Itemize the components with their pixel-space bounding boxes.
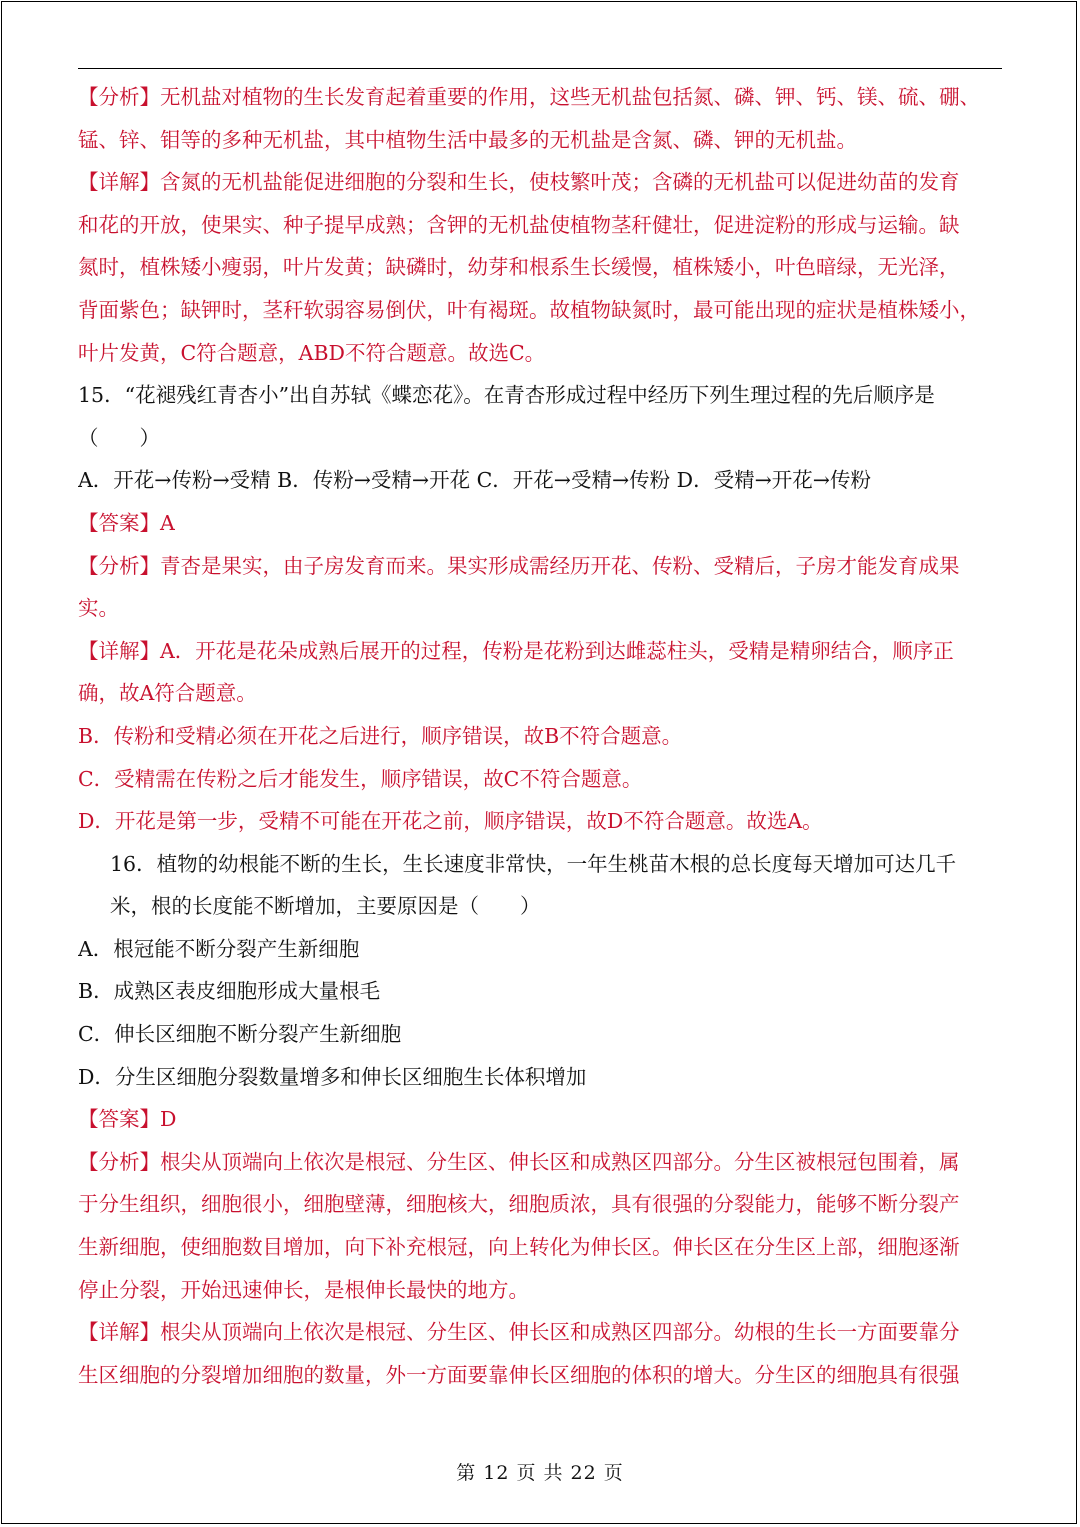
text-line: 【答案】A	[78, 510, 175, 535]
text-line: 背面紫色；缺钾时，茎秆软弱容易倒伏，叶有褐斑。故植物缺氮时，最可能出现的症状是植株矮小，	[78, 297, 980, 322]
text-line: 生新细胞，使细胞数目增加，向下补充根冠，向上转化为伸长区。伸长区在分生区上部，细胞逐渐	[78, 1235, 960, 1260]
text-line: B．传粉和受精必须在开花之后进行，顺序错误，故B不符合题意。	[78, 723, 683, 748]
header-rule	[78, 68, 1002, 69]
text-line: D．分生区细胞分裂数量增多和伸长区细胞生长体积增加	[78, 1064, 587, 1089]
text-line: 叶片发黄，C符合题意，ABD不符合题意。故选C。	[78, 340, 546, 365]
text-line: 米，根的长度能不断增加，主要原因是（ ）	[110, 894, 541, 919]
text-line: 停止分裂，开始迅速伸长，是根伸长最快的地方。	[78, 1277, 529, 1302]
text-line: 【答案】D	[78, 1107, 177, 1132]
text-line: 确，故A符合题意。	[78, 681, 257, 706]
page-number: 第 12 页 共 22 页	[456, 1462, 624, 1484]
text-line: 【分析】根尖从顶端向上依次是根冠、分生区、伸长区和成熟区四部分。分生区被根冠包围着，属	[78, 1149, 960, 1174]
text-line: 于分生组织，细胞很小，细胞壁薄，细胞核大，细胞质浓，具有很强的分裂能力，能够不断分裂产	[78, 1192, 960, 1217]
text-line: 生区细胞的分裂增加细胞的数量，外一方面要靠伸长区细胞的体积的增大。分生区的细胞具有很强	[78, 1362, 960, 1387]
text-line: 【分析】无机盐对植物的生长发育起着重要的作用，这些无机盐包括氮、磷、钾、钙、镁、硫、硼、	[78, 85, 980, 109]
text-line: B．成熟区表皮细胞形成大量根毛	[78, 979, 381, 1004]
text-line: 【分析】青杏是果实，由子房发育而来。果实形成需经历开花、传粉、受精后，子房才能发育成果	[78, 553, 960, 578]
text-line: A．开花→传粉→受精 B．传粉→受精→开花 C．开花→受精→传粉 D．受精→开花→传粉	[78, 468, 871, 493]
text-line: D．开花是第一步，受精不可能在开花之前，顺序错误，故D不符合题意。故选A。	[78, 809, 823, 834]
text-line: A．根冠能不断分裂产生新细胞	[78, 936, 360, 961]
text-line: 【详解】根尖从顶端向上依次是根冠、分生区、伸长区和成熟区四部分。幼根的生长一方面要靠分	[78, 1320, 960, 1345]
text-line: 【详解】含氮的无机盐能促进细胞的分裂和生长，使枝繁叶茂；含磷的无机盐可以促进幼苗的发育	[78, 170, 960, 195]
text-line: 【详解】A．开花是花朵成熟后展开的过程，传粉是花粉到达雌蕊柱头，受精是精卵结合，顺序正	[78, 638, 954, 663]
text-line: C．受精需在传粉之后才能发生，顺序错误，故C不符合题意。	[78, 766, 643, 791]
text-line: 锰、锌、钼等的多种无机盐，其中植物生活中最多的无机盐是含氮、磷、钾的无机盐。	[78, 127, 857, 152]
text-line: C．伸长区细胞不断分裂产生新细胞	[78, 1022, 402, 1047]
text-line: 和花的开放，使果实、种子提早成熟；含钾的无机盐使植物茎秆健壮，促进淀粉的形成与运输。缺	[78, 212, 960, 237]
document-body	[78, 76, 1002, 1396]
text-line: 氮时，植株矮小瘦弱，叶片发黄；缺磷时，幼芽和根系生长缓慢，植株矮小，叶色暗绿，无光泽，	[78, 255, 960, 280]
text-line: 16．植物的幼根能不断的生长，生长速度非常快，一年生桃苗木根的总长度每天增加可达几千	[110, 851, 957, 876]
text-line: 实。	[78, 596, 119, 621]
text-line: 15．“花褪残红青杏小”出自苏轼《蝶恋花》。在青杏形成过程中经历下列生理过程的先后顺序是	[78, 383, 935, 408]
text-line: （ ）	[78, 425, 160, 450]
